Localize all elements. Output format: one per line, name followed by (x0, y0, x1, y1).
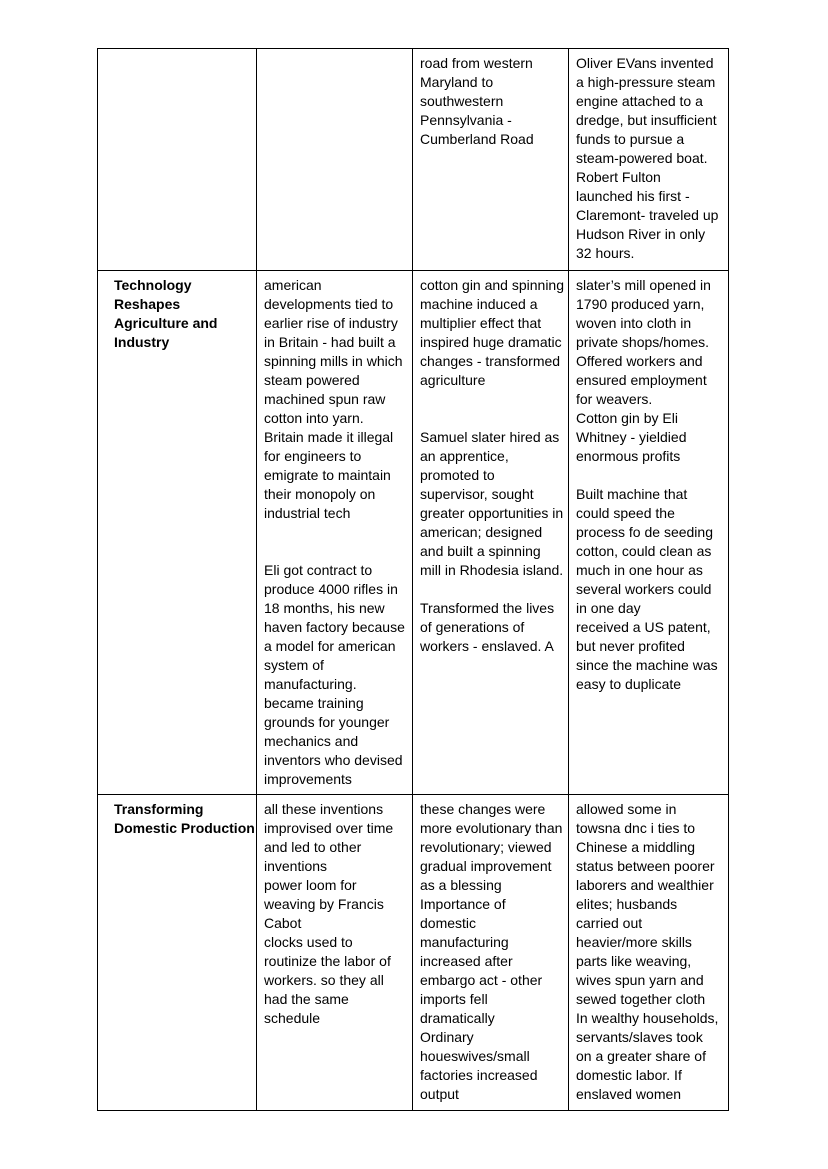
text-line: Industry (114, 334, 170, 350)
text-line: imports fell (420, 991, 488, 1007)
text-line: factories increased (420, 1067, 538, 1083)
text-line: output (420, 1086, 459, 1102)
text-line: since the machine was (576, 657, 718, 673)
text-line: gradual improvement (420, 858, 552, 874)
text-line (576, 466, 722, 485)
text-line: multiplier effect that (420, 315, 542, 331)
text-line: laborers and wealthier (576, 877, 714, 893)
text-line: their monopoly on (264, 486, 376, 502)
text-line: dramatically (420, 1010, 495, 1026)
text-line: Importance of (420, 896, 506, 912)
text-line: Britain made it illegal (264, 429, 394, 445)
text-line: promoted to (420, 467, 495, 483)
text-line: domestic (420, 915, 477, 931)
text-line: easy to duplicate (576, 676, 682, 692)
text-line: produce 4000 rifles in (264, 581, 398, 597)
text-line: carried out (576, 915, 643, 931)
text-line: private shops/homes. (576, 334, 710, 350)
text-line: Transforming (114, 801, 204, 817)
text-line: machine induced a (420, 296, 538, 312)
text-line: status between poorer (576, 858, 715, 874)
text-line: and built a spinning (420, 543, 541, 559)
text-line: enormous profits (576, 448, 681, 464)
text-line: workers - enslaved. A (420, 638, 554, 654)
notes-table (97, 48, 729, 1111)
text-line: on a greater share of (576, 1048, 706, 1064)
text-line: manufacturing (420, 934, 509, 950)
row-header-cell (98, 795, 257, 1111)
text-line: inventions (264, 858, 328, 874)
text-line: Offered workers and (576, 353, 703, 369)
text-line: steam-powered boat. (576, 150, 708, 166)
text-line: for weavers. (576, 391, 653, 407)
text-line: mechanics and (264, 733, 359, 749)
text-line (420, 580, 562, 599)
text-line: inspired huge dramatic (420, 334, 562, 350)
text-line: dredge, but insufficient (576, 112, 717, 128)
text-line: Eli got contract to (264, 562, 373, 578)
text-line (420, 409, 562, 428)
text-line: engine attached to a (576, 93, 703, 109)
text-line: revolutionary; viewed (420, 839, 552, 855)
text-line: of generations of (420, 619, 525, 635)
text-line: Oliver EVans invented (576, 55, 714, 71)
text-line: several workers could (576, 581, 712, 597)
text-line: industrial tech (264, 505, 351, 521)
text-line: greater opportunities in (420, 505, 564, 521)
text-line: earlier rise of industry (264, 315, 398, 331)
text-line: Robert Fulton (576, 169, 661, 185)
text-line: Samuel slater hired as (420, 429, 560, 445)
text-line: clocks used to (264, 934, 353, 950)
text-line: Pennsylvania - (420, 112, 512, 128)
text-line: Chinese a middling (576, 839, 696, 855)
text-line: much in one hour as (576, 562, 703, 578)
text-line: weaving by Francis (264, 896, 384, 912)
row-header-cell (98, 49, 257, 271)
text-line: cotton gin and spinning (420, 277, 564, 293)
text-line: could speed the (576, 505, 675, 521)
text-line: mill in Rhodesia island. (420, 562, 564, 578)
text-line: improvements (264, 771, 352, 787)
text-line: developments tied to (264, 296, 394, 312)
text-line: Hudson River in only (576, 226, 706, 242)
text-line: slater’s mill opened in (576, 277, 711, 293)
text-line: an apprentice, (420, 448, 509, 464)
text-line: steam powered (264, 372, 360, 388)
text-line: for engineers to (264, 448, 362, 464)
text-line: american; designed (420, 524, 543, 540)
text-line: manufacturing. (264, 676, 357, 692)
row-header-cell (98, 271, 257, 795)
table-row (98, 49, 729, 271)
text-line: Claremont- traveled up (576, 207, 719, 223)
text-line: grounds for younger (264, 714, 390, 730)
text-line: more evolutionary than (420, 820, 563, 836)
text-line: machined spun raw (264, 391, 386, 407)
text-line: increased after (420, 953, 513, 969)
text-line: agriculture (420, 372, 486, 388)
text-line: process fo de seeding (576, 524, 713, 540)
table-cell (257, 795, 413, 1111)
text-line (420, 390, 562, 409)
table-cell (413, 271, 569, 795)
text-line: funds to pursue a (576, 131, 685, 147)
text-line: launched his first - (576, 188, 690, 204)
text-line (264, 542, 406, 561)
text-line: Reshapes (114, 296, 181, 312)
text-line: houeswives/small (420, 1048, 530, 1064)
text-line: system of (264, 657, 324, 673)
text-line: In wealthy households, (576, 1010, 719, 1026)
table-cell (257, 49, 413, 271)
text-line: servants/slaves took (576, 1029, 703, 1045)
table-cell (569, 49, 729, 271)
text-line: Domestic Production (114, 820, 255, 836)
text-line: Transformed the lives (420, 600, 555, 616)
text-line: Ordinary (420, 1029, 474, 1045)
text-line: cotton, could clean as (576, 543, 712, 559)
text-line: cotton into yarn. (264, 410, 364, 426)
text-line: and led to other (264, 839, 362, 855)
table-cell (569, 795, 729, 1111)
text-line: Technology (114, 277, 192, 293)
text-line: Maryland to (420, 74, 494, 90)
text-line: all these inventions (264, 801, 384, 817)
text-line: elites; husbands (576, 896, 678, 912)
text-line: ensured employment (576, 372, 707, 388)
text-line: haven factory because (264, 619, 405, 635)
text-line: spinning mills in which (264, 353, 403, 369)
table-cell (413, 795, 569, 1111)
text-line: emigrate to maintain (264, 467, 391, 483)
text-line: power loom for (264, 877, 357, 893)
text-line: allowed some in (576, 801, 677, 817)
text-line: inventors who devised (264, 752, 403, 768)
text-line: had the same (264, 991, 349, 1007)
text-line: supervisor, sought (420, 486, 534, 502)
text-line: in Britain - had built a (264, 334, 396, 350)
text-line: Built machine that (576, 486, 688, 502)
text-line: changes - transformed (420, 353, 561, 369)
text-line: Cotton gin by Eli (576, 410, 678, 426)
text-line: these changes were (420, 801, 546, 817)
text-line: southwestern (420, 93, 504, 109)
text-line: parts like weaving, (576, 953, 692, 969)
text-line: woven into cloth in (576, 315, 692, 331)
text-line: heavier/more skills (576, 934, 692, 950)
text-line: embargo act - other (420, 972, 543, 988)
text-line: 1790 produced yarn, (576, 296, 705, 312)
text-line: road from western (420, 55, 533, 71)
text-line: 32 hours. (576, 245, 635, 261)
text-line: Cumberland Road (420, 131, 534, 147)
text-line: schedule (264, 1010, 321, 1026)
table-cell (257, 271, 413, 795)
text-line: as a blessing (420, 877, 502, 893)
text-line: Agriculture and (114, 315, 218, 331)
text-line: enslaved women (576, 1086, 682, 1102)
table-row (98, 795, 729, 1111)
text-line: improvised over time (264, 820, 394, 836)
text-line: routinize the labor of (264, 953, 391, 969)
table-cell (569, 271, 729, 795)
text-line: in one day (576, 600, 641, 616)
text-line: a model for american (264, 638, 396, 654)
text-line (264, 523, 406, 542)
text-line: domestic labor. If (576, 1067, 682, 1083)
text-line: sewed together cloth (576, 991, 706, 1007)
text-line: towsna dnc i ties to (576, 820, 696, 836)
table-cell (413, 49, 569, 271)
text-line: wives spun yarn and (576, 972, 704, 988)
text-line: became training (264, 695, 364, 711)
text-line: 18 months, his new (264, 600, 385, 616)
text-line: Cabot (264, 915, 302, 931)
text-line: american (264, 277, 322, 293)
text-line: workers. so they all (264, 972, 384, 988)
text-line: but never profited (576, 638, 685, 654)
text-line: received a US patent, (576, 619, 711, 635)
notes-table-body (98, 49, 729, 1111)
text-line: a high-pressure steam (576, 74, 716, 90)
table-row (98, 271, 729, 795)
text-line: Whitney - yieldied (576, 429, 687, 445)
